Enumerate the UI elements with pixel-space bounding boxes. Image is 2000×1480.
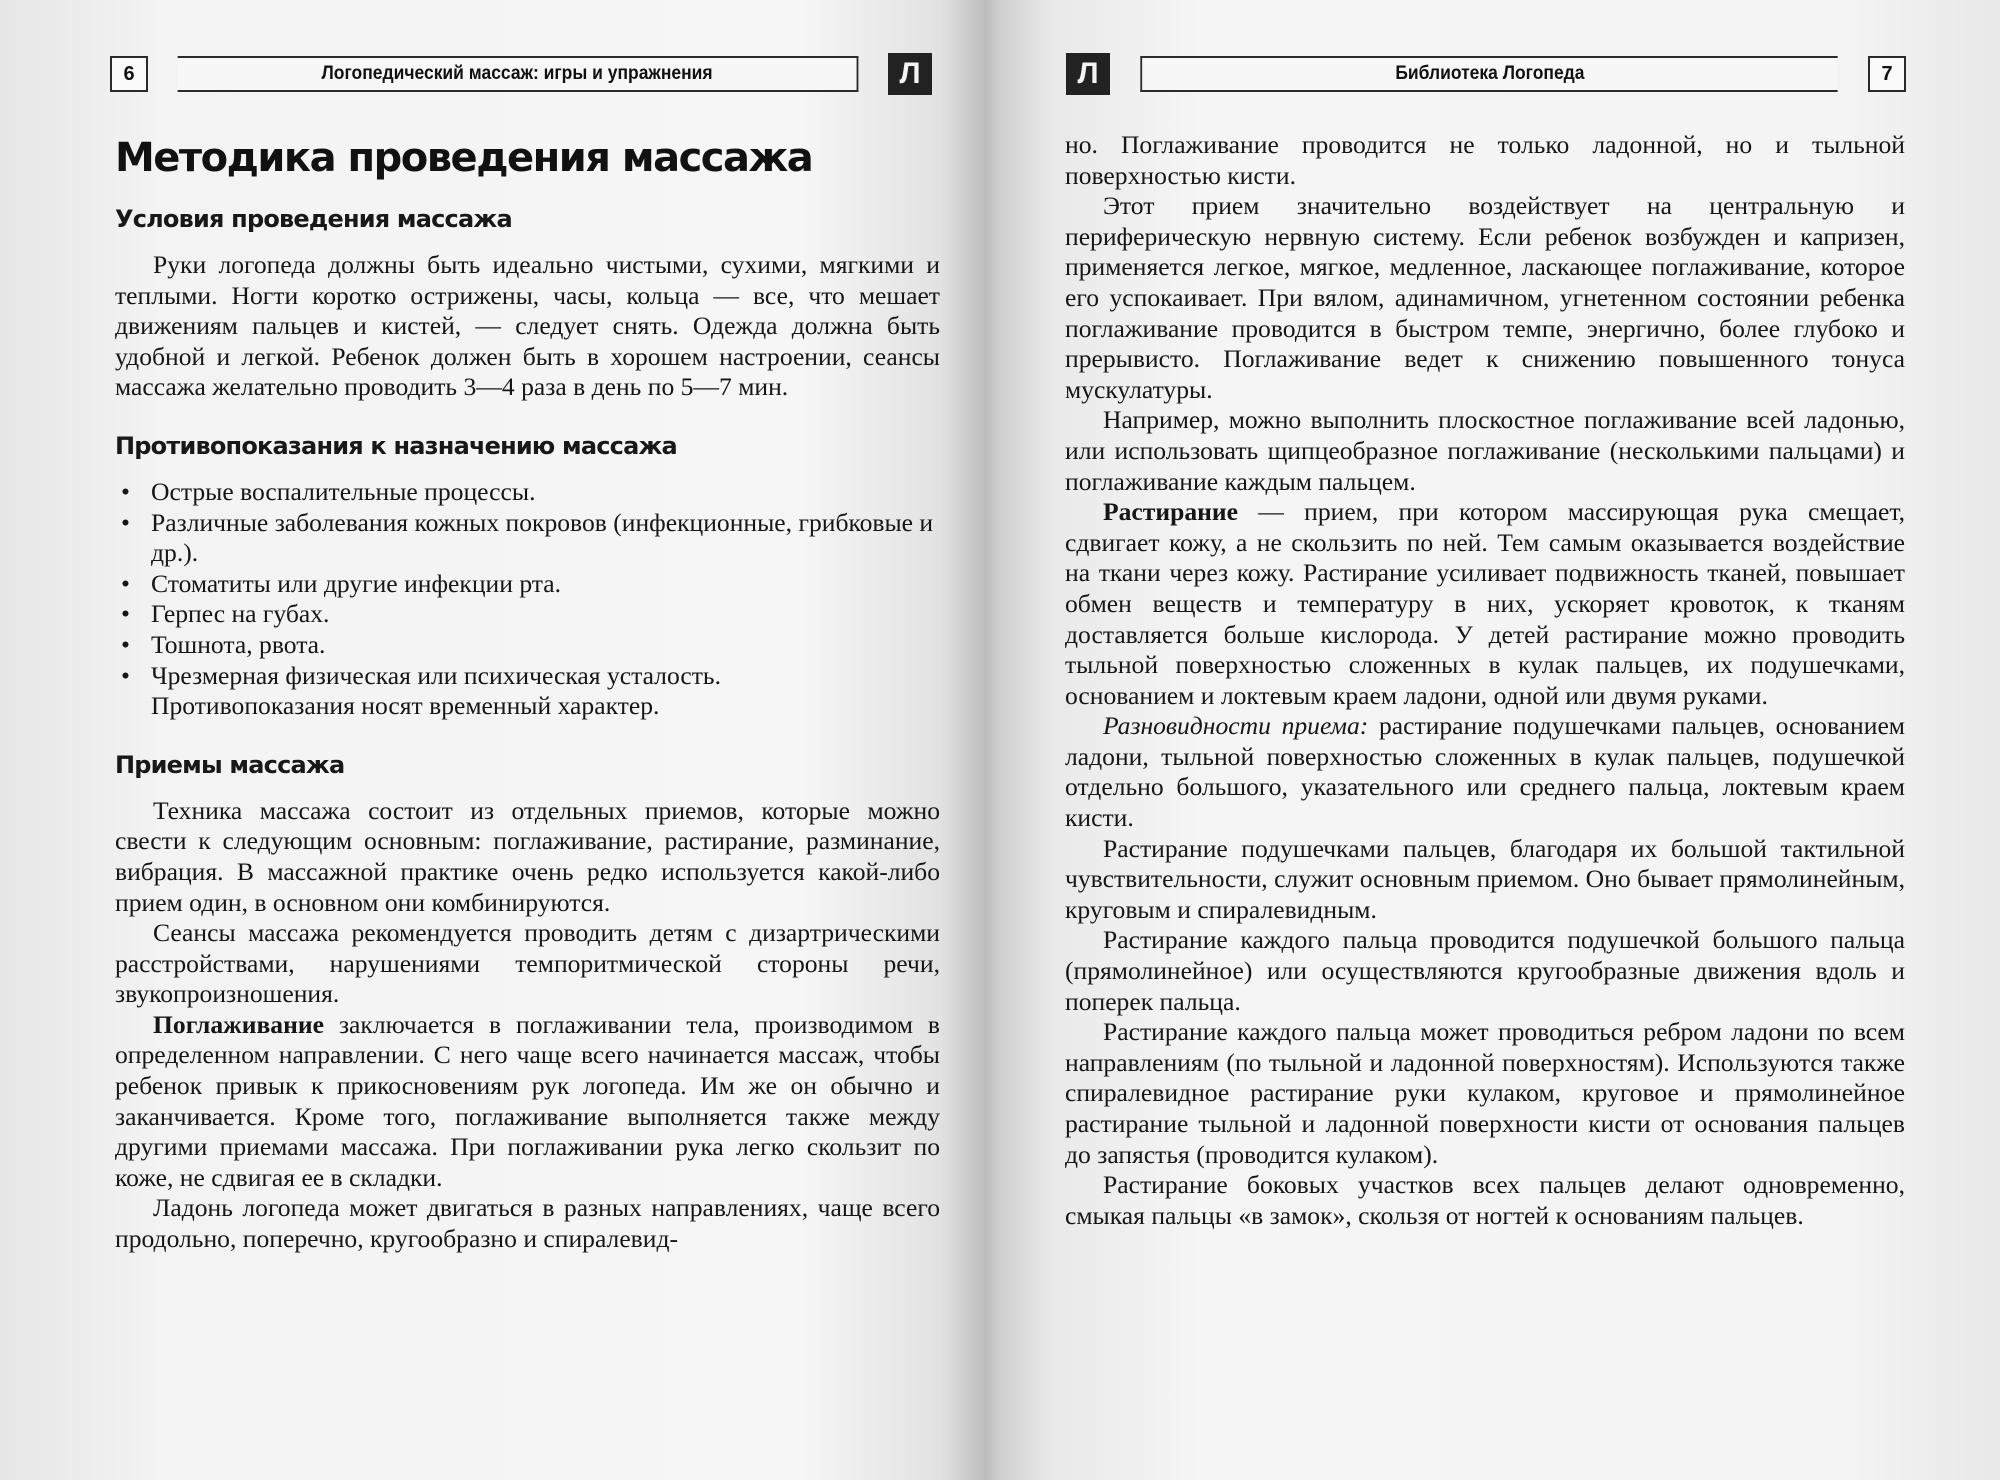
bullet-icon: • (121, 507, 130, 537)
term-rubbing: Растирание (1103, 497, 1238, 527)
paragraph: но. Поглаживание проводится не только ладонной, но и тыльной поверхностью кисти. (1065, 130, 1905, 190)
chapter-heading: Методика проведения массажа (115, 135, 813, 181)
list-item: • Тошнота, рвота. (121, 629, 326, 659)
left-page-content (115, 134, 940, 1255)
section-title-techniques: Приемы массажа (115, 750, 345, 779)
paragraph: Растирание подушечками пальцев, благодаря их большой тактильной чувствительности, служит основным приемом. Оно бывает прямолинейным, круговым и спиралевидным. (1065, 833, 1905, 924)
right-page-header (1066, 54, 1906, 94)
paragraph: Руки логопеда должны быть идеально чистыми, сухими, мягкими и теплыми. Ногти коротко острижены, часы, кольца — все, что мешает движениям пальцев и кистей, — следует снять. Одежда должна быть удобной и легкой. Ребенок должен быть в хорошем настроении, сеансы массажа желательно проводить 3—4 раза в день по 5—7 мин. (115, 250, 940, 402)
paragraph: Растирание каждого пальца проводится подушечкой большого пальца (прямолинейное) или осуществляются кругообразные движения вдоль и поперек пальца. (1065, 925, 1905, 1016)
running-title: Библиотека Логопеда (1140, 56, 1837, 92)
list-item: • Стоматиты или другие инфекции рта. (121, 568, 562, 598)
paragraph: Например, можно выполнить плоскостное поглаживание всей ладонью, или использовать щипцеобразное поглаживание (несколькими пальцами) и поглаживание каждым пальцем. (1065, 405, 1905, 496)
paragraph: Сеансы массажа рекомендуется проводить детям с дизартрическими расстройствами, нарушениями темпоритмической стороны речи, звукопроизношения. (115, 918, 940, 1009)
term-variants: Разновидности приема: (1103, 711, 1369, 741)
library-logo-icon: Л (888, 53, 932, 95)
bullet-icon: • (121, 599, 130, 629)
list-item: • Различные заболевания кожных покровов (инфекционные, грибковые и др.). (121, 507, 934, 568)
section-title-contraindications: Противопоказания к назначению массажа (115, 431, 677, 460)
paragraph: Растирание — прием, при котором массирующая рука смещает, сдвигает кожу, а не скользить по ней. Тем самым оказывается воздействие на ткани через кожу. Растирание усиливает подвижность тканей, повышает обмен веществ и температуру в них, ускоряет кровоток, к тканям доставляется больше кислорода. У детей растирание можно проводить тыльной поверхностью сложенных в кулак пальцев, их подушечками, основанием и локтевым краем ладони, одной или двумя руками. (1065, 497, 1905, 710)
term-stroking: Поглаживание (153, 1009, 324, 1039)
paragraph: Растирание каждого пальца может проводиться ребром ладони по всем направлениям (по тыльной и ладонной поверхностям). Используются также спиралевидное растирание руки кулаком, круговое и прямолинейное растирание тыльной и ладонной поверхности кисти от основания пальцев до запястья (проводится кулаком). (1065, 1017, 1905, 1169)
list-item: • Острые воспалительные процессы. (121, 476, 536, 506)
paragraph: Разновидности приема: растирание подушечками пальцев, основанием ладони, тыльной поверхностью сложенных в кулак пальцев, подушечкой отдельно большого, указательного или среднего пальца, локтевым краем кисти. (1065, 711, 1906, 833)
bullet-icon: • (121, 568, 130, 598)
paragraph: Ладонь логопеда может двигаться в разных направлениях, чаще всего продольно, поперечно, кругообразно и спиралевид- (115, 1193, 940, 1254)
running-title: Логопедический массаж: игры и упражнения (178, 56, 859, 92)
library-logo-icon: Л (1066, 53, 1110, 95)
bullet-icon: • (121, 660, 130, 690)
right-page (1010, 0, 2000, 1480)
bullet-icon: • (121, 476, 130, 506)
left-page-header (110, 54, 932, 94)
paragraph: Поглаживание заключается в поглаживании тела, производимом в определенном направлении. С него чаще всего начинается массаж, чтобы ребенок привык к прикосновениям рук логопеда. Им же он обычно и заканчивается. Кроме того, поглаживание выполняется также между другими приемами массажа. При поглаживании рука легко скользит по коже, не сдвигая ее в складки. (115, 1009, 940, 1192)
right-page-content (1065, 130, 1905, 1231)
paragraph: Этот прием значительно воздействует на центральную и периферическую нервную систему. Если ребенок возбужден и капризен, применяется легкое, мягкое, медленное, ласкающее поглаживание, которое его успокаивает. При вялом, адинамичном, угнетенном состоянии ребенка поглаживание проводится в быстром темпе, энергично, более глубоко и прерывисто. Поглаживание ведет к снижению повышенного тонуса мускулатуры. (1065, 191, 1905, 404)
list-item: • Герпес на губах. (121, 599, 330, 629)
page-number: 7 (1868, 56, 1906, 92)
list-item: • Чрезмерная физическая или психическая усталость. (121, 660, 721, 690)
left-page (0, 0, 990, 1480)
contraindications-list (115, 477, 940, 691)
paragraph: Растирание боковых участков всех пальцев делают одновременно, смыкая пальцы «в замок», скользя от ногтей к основаниям пальцев. (1065, 1170, 1905, 1230)
page-number: 6 (110, 56, 148, 92)
contraindications-note: Противопоказания носят временный характер. (151, 691, 660, 721)
paragraph: Техника массажа состоит из отдельных приемов, которые можно свести к следующим основным: поглаживание, растирание, разминание, вибрация. В массажной практике очень редко используется какой-либо прием один, в основном они комбинируются. (115, 795, 940, 917)
bullet-icon: • (121, 629, 130, 659)
section-title-conditions: Условия проведения массажа (115, 205, 512, 233)
